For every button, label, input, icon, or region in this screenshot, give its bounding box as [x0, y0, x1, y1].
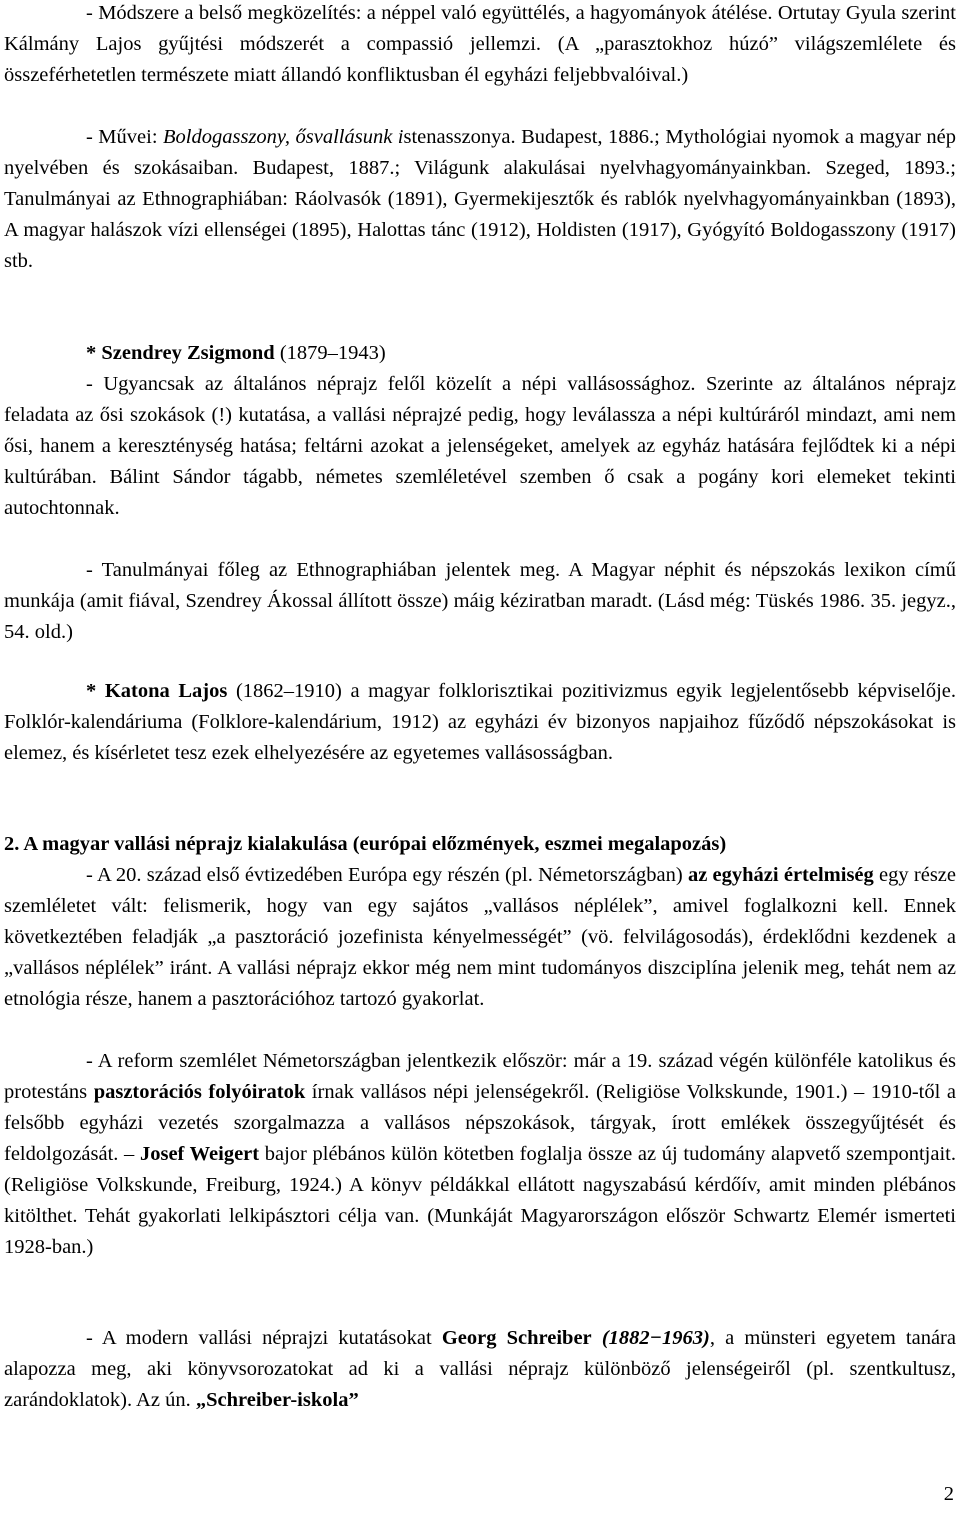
text-run: stenasszonya. Budapest, 1886.; Mythológiai nyomok a magyar nép nyelvében és szokásaiban. Budapest, 1887.; Világunk alakulásai nyelvhagyományainkban. Szeged, 1893.; Tanulmányai az Ethnographiában: Ráolvasók (1891), Gyermekijesztők és rablók nyelvhagyományainkban (1893), A magyar halászok vízi ellenségei (1895), Halottas tánc (1912), Holdisten (1917), Gyógyító Boldogasszony (1917) stb.: [4, 126, 957, 272]
paragraph-szendrey-2: [4, 555, 956, 648]
text-run: - Tanulmányai főleg az Ethnographiában jelentek meg. A Magyar néphit és népszokás lexikon című munkája (amit fiával, Szendrey Ákossal állított össze) máig kéziratban maradt. (Lásd még: Tüskés 1986. 35. jegyz., 54. old.): [4, 559, 956, 643]
text-run: - Ugyancsak az általános néprajz felől közelít a népi vallásossághoz. Szerinte az általános néprajz feladata az ősi szokások (!) kutatása, a vallási néprajzé pedig, hogy leválassza a népi kultúráról mindazt, ami nem ősi, hanem a kereszténység hatása; feltárni azokat a jelenségeket, amelyek az egyház hatására fejlődtek ki a népi kultúrában. Bálint Sándor tágabb, németes szemléletével szemben ő csak a pogány kori elemeket tekinti autochtonnak.: [4, 373, 956, 519]
text-run: (1862–1910) a magyar folklorisztikai pozitivizmus egyik legjelentősebb képviselője. Folklór-kalendáriuma (Folklore-kalendárium, 1912) az egyházi év bizonyos napjaihoz fűződő népszokásokat is elemez, és kísérletet tesz ezek elhelyezésére az egyetemes vallásosságban.: [4, 680, 957, 764]
text-run: - A modern vallási néprajzi kutatásokat: [86, 1327, 442, 1349]
section-heading-2: [4, 829, 956, 860]
text-run: írnak vallásos népi jelenségekről. (Religiöse Volkskunde, 1901.) – 1910-től a felsőbb egyházi vezetés szorgalmazza a vallásos népszokások, tárgyak, írott emlékek összegyűjtését és feldolgozását. –: [4, 1081, 956, 1165]
page-number: 2: [943, 1483, 954, 1505]
text-run: egy része szemléletet vált: felismerik, hogy van egy sajátos „vallásos néplélek”, amivel foglalkozni kell. Ennek következtében feladják „a pasztoráció jozefinista kényelmességét” (vö. felvilágosodás), érdeklődni kezdenek a „vallásos néplélek” iránt. A vallási néprajz ekkor még nem mint tudományos diszciplína jelenik meg, tehát nem az etnológia része, hanem a pasztorációhoz tartozó gyakorlat.: [4, 864, 956, 1010]
text-run: (1879–1943): [274, 342, 386, 364]
text-run: * Szendrey Zsigmond: [86, 342, 275, 364]
text-run: „Schreiber-iskola”: [195, 1389, 359, 1411]
text-run: Georg Schreiber: [441, 1327, 592, 1349]
paragraph-section2-3: [4, 1323, 956, 1416]
text-run: - Művei:: [86, 126, 164, 148]
text-run: - A 20. század első évtizedében Európa egy részén (pl. Németországban): [86, 864, 688, 886]
text-run: , a münsteri egyetem tanára alapozza meg, aki könyvsorozatokat ad ki a vallási néprajz különböző jelenségeiről (pl. szentkultusz, zarándoklatok). Az ún.: [4, 1327, 956, 1411]
paragraph-ortutay: [4, 0, 956, 91]
text-run: Boldogasszony, ősvallásunk i: [163, 126, 404, 148]
text-run: bajor plébános külön kötetben foglalja össze az új tudomány alapvető szempontjait. (Religiöse Volkskunde, Freiburg, 1924.) A könyv példákkal ellátott nagyszabású kérdőív, amit minden plébános kitölthet. Tehát gyakorlati lelkipásztori célja van. (Munkáját Magyarországon először Schwartz Elemér ismerteti 1928-ban.): [4, 1143, 956, 1258]
text-run: *: [86, 680, 105, 702]
paragraph-section2-2: [4, 1046, 956, 1263]
text-run: Josef Weigert: [139, 1143, 260, 1165]
paragraph-section2-1: [4, 860, 956, 1015]
paragraph-muvei: [4, 122, 956, 277]
text-run: 2. A magyar vallási néprajz kialakulása (európai előzmények, eszmei megalapozás): [4, 833, 727, 855]
text-run: (1882−1963): [591, 1327, 710, 1349]
paragraph-katona: [4, 676, 956, 769]
text-run: - A reform szemlélet Németországban jelentkezik először: már a 19. század végén különféle katolikus és protestáns: [4, 1050, 956, 1103]
text-run: az egyházi értelmiség: [687, 864, 874, 886]
text-run: Katona Lajos: [104, 680, 228, 702]
text-run: - Módszere a belső megközelítés: a néppel való együttélés, a hagyományok átélése. Ortutay Gyula szerint Kálmány Lajos gyűjtési módszerét a compassió jellemzi. (A „parasztokhoz húzó” világszemlélete és összeférhetetlen természete miatt állandó konfliktusban él egyházi feljebbvalóival.): [4, 2, 956, 86]
paragraph-szendrey-1: [4, 369, 956, 524]
heading-szendrey: [4, 338, 956, 369]
text-run: pasztorációs folyóiratok: [93, 1081, 306, 1103]
